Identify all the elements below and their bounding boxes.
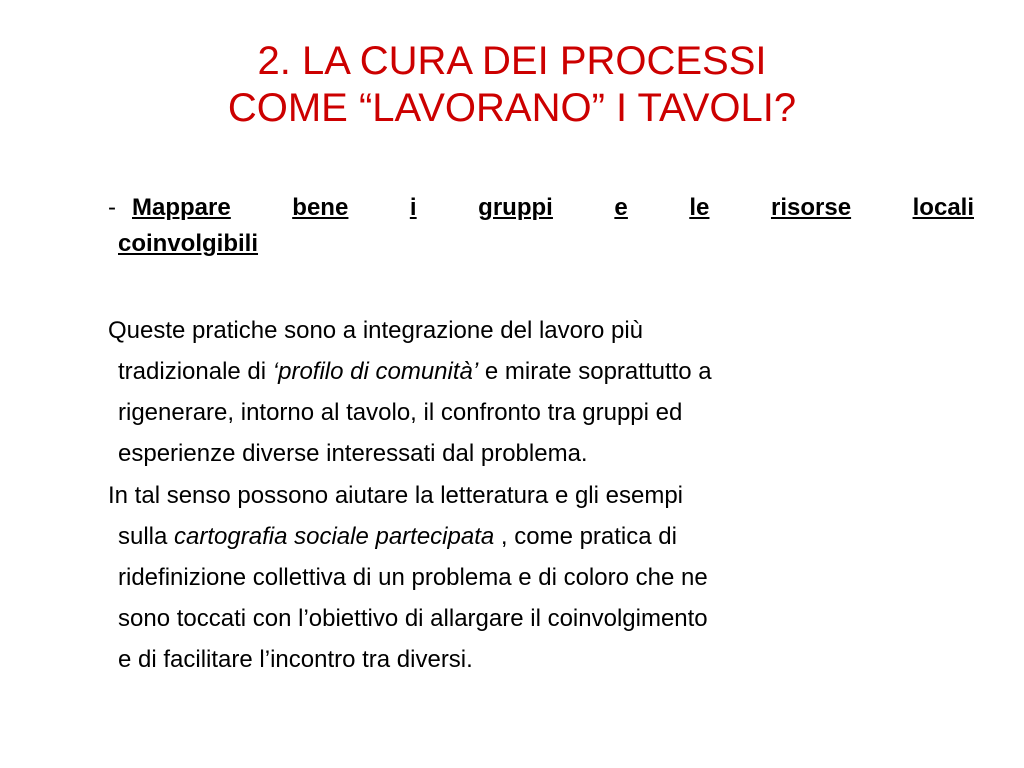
bullet-line-2: coinvolgibili: [118, 230, 259, 257]
bullet-word: risorse: [770, 194, 852, 221]
bullet-line-1: [132, 190, 974, 226]
text-run: sulla: [118, 523, 175, 550]
paragraph-2-line-3: ridefinizione collettiva di un problema e di coloro che ne: [118, 564, 708, 591]
bullet-word: gruppi: [478, 194, 553, 221]
paragraph-2-line-4: sono toccati con l’obiettivo di allargare il coinvolgimento: [118, 605, 708, 632]
paragraph-2-line-2: [108, 516, 988, 557]
bullet-word: bene: [292, 194, 349, 221]
text-run: e mirate soprattutto a: [478, 358, 712, 385]
paragraph-1: [108, 310, 988, 474]
text-run: , come pratica di: [494, 523, 677, 550]
paragraph-2-line-1: In tal senso possono aiutare la letteratura e gli esempi: [108, 482, 684, 509]
paragraph-1-line-1: Queste pratiche sono a integrazione del lavoro più: [108, 317, 644, 344]
bullet-word: i: [409, 194, 417, 221]
title-line-2: COME “LAVORANO” I TAVOLI?: [227, 86, 797, 130]
bullet-marker: -: [108, 194, 116, 221]
paragraph-1-line-4: esperienze diverse interessati dal problema.: [118, 440, 588, 467]
text-run: tradizionale di: [118, 358, 273, 385]
italic-term: cartografia sociale partecipata: [174, 523, 495, 550]
bullet-word: le: [689, 194, 710, 221]
paragraph-1-line-3: rigenerare, intorno al tavolo, il confronto tra gruppi ed: [118, 399, 683, 426]
title-line-1: 2. LA CURA DEI PROCESSI: [257, 39, 767, 83]
italic-term: ‘profilo di comunità’: [272, 358, 479, 385]
paragraph-2-line-5: e di facilitare l’incontro tra diversi.: [118, 646, 473, 673]
paragraph-2: [108, 475, 988, 680]
bullet-word: locali: [912, 194, 974, 221]
bullet-word: e: [614, 194, 628, 221]
paragraph-1-line-2: [108, 351, 988, 392]
bullet-word: Mappare: [132, 194, 231, 221]
slide-title: [60, 38, 964, 132]
